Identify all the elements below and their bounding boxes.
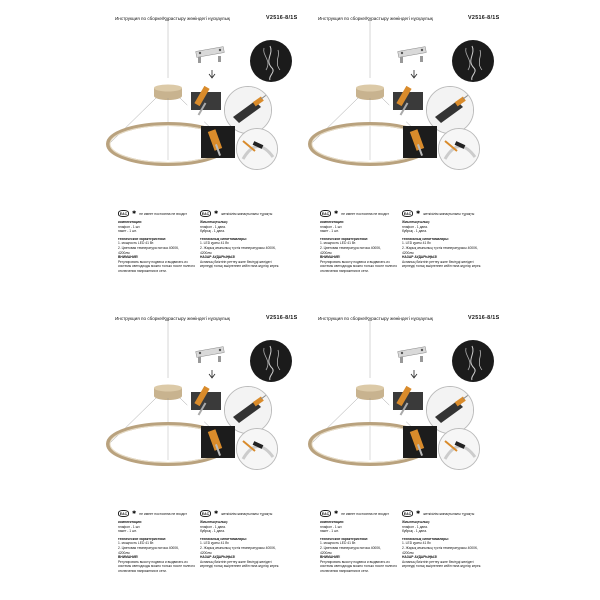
model-number: V2516-8/1S	[468, 315, 500, 321]
kz-warning: Аспаның биіктігін реттеу және бекітуді желідегі кернеуді толық өшіргеннен кейін ғана жүргізу керек.	[200, 259, 280, 269]
ru-spec: 2. Цветовая температура потока 4000К,	[320, 245, 381, 250]
ru-item: пакет - 1 шт.	[118, 229, 137, 234]
ru-warning: Регулировать высоту подвеса и выдвигать из системы светодиоды можно только после полного отключения напряжения в сети.	[320, 259, 398, 273]
panel-title: Инструкция по сборке/Құрастыру жөніндегі нұсқаулық	[115, 316, 230, 321]
ru-item: плафон - 1 шт.	[118, 524, 141, 529]
eac-logo: EAC	[201, 212, 210, 216]
kz-spec-heading: техникалық сипаттамалары:	[402, 536, 450, 541]
certification-row-ru	[118, 210, 187, 217]
kz-spec: 2. Жарық ағынының түстік температурасы 4000К,	[402, 545, 478, 550]
model-number: V2516-8/1S	[266, 315, 298, 321]
instruction-panel	[300, 0, 600, 300]
ru-warning-heading: ВНИМАНИЕ!	[320, 255, 341, 260]
kz-heading: Жиынтықтылық:	[402, 520, 430, 524]
kz-item: плафон - 1 дана.	[200, 224, 226, 229]
tools-photo	[201, 126, 235, 158]
certification-row-kz	[200, 510, 272, 517]
kz-spec: 4200лм	[402, 250, 414, 255]
ru-spec: 1. мощность LED 41 Вт.	[320, 241, 356, 246]
instruction-panel	[0, 0, 300, 300]
ru-heading: комплектация:	[118, 520, 143, 524]
kz-heading: Жиынтықтылық:	[200, 520, 228, 524]
ring-closeup-photo	[438, 128, 480, 170]
ru-spec-column	[118, 520, 200, 574]
panel-title: Инструкция по сборке/Құрастыру жөніндегі нұсқаулық	[318, 316, 433, 321]
ru-item: пакет - 1 шт.	[320, 229, 339, 234]
kz-warning: Аспаның биіктігін реттеу және бекітуді желідегі кернеуді толық өшіргеннен кейін ғана жүргізу керек.	[200, 559, 280, 569]
wiring-photo	[250, 340, 292, 382]
cert-text-kz: жеткізілім жинақтылығы тұрақты	[423, 511, 475, 516]
ru-item: пакет - 1 шт.	[118, 529, 137, 534]
ru-item: пакет - 1 шт.	[320, 529, 339, 534]
kz-spec-column	[402, 520, 484, 569]
kz-spec: 1. LED қуаты 41 Вт.	[200, 241, 230, 246]
screwdriver-photo	[187, 382, 227, 422]
ru-spec-heading: технические характеристики:	[118, 536, 167, 541]
arrow-icon	[207, 70, 217, 80]
ru-spec-column	[320, 520, 402, 574]
kz-warning-heading: НАЗАР АУДАРЫҢЫЗ!	[200, 555, 236, 560]
ru-warning: Регулировать высоту подвеса и выдвигать из системы светодиоды можно только после полного отключения напряжения в сети.	[118, 259, 196, 273]
kz-item: плафон - 1 дана.	[402, 524, 428, 529]
kz-heading: Жиынтықтылық:	[402, 220, 430, 224]
mounting-bracket-image	[194, 42, 226, 64]
kz-spec: 2. Жарық ағынының түстік температурасы 4000К,	[402, 245, 478, 250]
ru-spec-heading: технические характеристики:	[118, 236, 167, 241]
cert-text-ru: не имеет постоянна не входит	[139, 211, 187, 216]
kz-item: буйрық - 1 дана.	[402, 229, 427, 234]
kz-item: плафон - 1 дана.	[200, 524, 226, 529]
certification-row-kz	[200, 210, 272, 217]
kz-spec: 4200лм	[402, 550, 414, 555]
ru-spec: 1. мощность LED 41 Вт.	[320, 541, 356, 546]
kz-spec: 4200лм	[200, 250, 212, 255]
wiring-photo	[250, 40, 292, 82]
kz-spec-column	[402, 220, 484, 269]
star-icon: ✱	[214, 510, 219, 516]
model-number: V2516-8/1S	[468, 15, 500, 21]
ru-spec-column	[118, 220, 200, 274]
eac-logo: EAC	[403, 512, 412, 516]
ru-warning-heading: ВНИМАНИЕ!	[320, 555, 341, 560]
mounting-bracket-image	[396, 342, 428, 364]
cert-text-ru: не имеет постоянна не входит	[139, 511, 187, 516]
kz-item: буйрық - 1 дана.	[200, 229, 225, 234]
eac-logo: EAC	[201, 512, 210, 516]
ru-spec: 1. мощность LED 41 Вт.	[118, 541, 154, 546]
kz-spec: 1. LED қуаты 41 Вт.	[200, 541, 230, 546]
ru-warning: Регулировать высоту подвеса и выдвигать из системы светодиоды можно только после полного отключения напряжения в сети.	[320, 559, 398, 573]
cert-text-kz: жеткізілім жинақтылығы тұрақты	[221, 511, 273, 516]
kz-spec-heading: техникалық сипаттамалары:	[200, 536, 248, 541]
eac-logo: EAC	[321, 212, 330, 216]
cert-text-ru: не имеет постоянна не входит	[341, 211, 389, 216]
eac-logo: EAC	[119, 512, 128, 516]
kz-item: буйрық - 1 дана.	[200, 529, 225, 534]
kz-warning: Аспаның биіктігін реттеу және бекітуді желідегі кернеуді толық өшіргеннен кейін ғана жүргізу керек.	[402, 559, 482, 569]
arrow-icon	[207, 370, 217, 380]
kz-warning-heading: НАЗАР АУДАРЫҢЫЗ!	[402, 255, 438, 260]
certification-row-ru	[118, 510, 187, 517]
ru-spec: 4200лм	[320, 250, 332, 255]
star-icon: ✱	[416, 210, 421, 216]
instruction-panel	[0, 300, 300, 600]
ring-closeup-photo	[438, 428, 480, 470]
wiring-photo	[452, 340, 494, 382]
panel-title: Инструкция по сборке/Құрастыру жөніндегі нұсқаулық	[115, 16, 230, 21]
screwdriver-photo	[187, 82, 227, 122]
certification-row-kz	[402, 510, 474, 517]
kz-spec-column	[200, 220, 282, 269]
ru-item: плафон - 1 шт.	[118, 224, 141, 229]
ru-spec: 4200лм	[320, 550, 332, 555]
eac-logo: EAC	[119, 212, 128, 216]
arrow-icon	[409, 370, 419, 380]
ru-spec-column	[320, 220, 402, 274]
tools-photo	[201, 426, 235, 458]
certification-row-ru	[320, 210, 389, 217]
cert-text-kz: жеткізілім жинақтылығы тұрақты	[221, 211, 273, 216]
kz-warning: Аспаның биіктігін реттеу және бекітуді желідегі кернеуді толық өшіргеннен кейін ғана жүргізу керек.	[402, 259, 482, 269]
ru-warning-heading: ВНИМАНИЕ!	[118, 255, 139, 260]
model-number: V2516-8/1S	[266, 15, 298, 21]
kz-spec: 4200лм	[200, 550, 212, 555]
kz-item: буйрық - 1 дана.	[402, 529, 427, 534]
star-icon: ✱	[214, 210, 219, 216]
ru-heading: комплектация:	[320, 520, 345, 524]
star-icon: ✱	[334, 510, 339, 516]
certification-row-kz	[402, 210, 474, 217]
ring-closeup-photo	[236, 128, 278, 170]
kz-spec: 1. LED қуаты 41 Вт.	[402, 541, 432, 546]
instruction-panel	[300, 300, 600, 600]
ru-heading: комплектация:	[320, 220, 345, 224]
ru-spec: 2. Цветовая температура потока 4000К,	[320, 545, 381, 550]
kz-warning-heading: НАЗАР АУДАРЫҢЫЗ!	[200, 255, 236, 260]
screwdriver-photo	[389, 82, 429, 122]
ru-spec: 4200лм	[118, 550, 130, 555]
kz-spec-column	[200, 520, 282, 569]
certification-row-ru	[320, 510, 389, 517]
ru-spec: 2. Цветовая температура потока 4000К,	[118, 545, 179, 550]
ru-spec-heading: технические характеристики:	[320, 236, 369, 241]
mounting-bracket-image	[396, 42, 428, 64]
eac-logo: EAC	[403, 212, 412, 216]
ru-spec: 1. мощность LED 41 Вт.	[118, 241, 154, 246]
cert-text-kz: жеткізілім жинақтылығы тұрақты	[423, 211, 475, 216]
mounting-bracket-image	[194, 342, 226, 364]
ru-item: плафон - 1 шт.	[320, 224, 343, 229]
kz-spec: 1. LED қуаты 41 Вт.	[402, 241, 432, 246]
eac-logo: EAC	[321, 512, 330, 516]
kz-spec: 2. Жарық ағынының түстік температурасы 4000К,	[200, 545, 276, 550]
kz-spec-heading: техникалық сипаттамалары:	[402, 236, 450, 241]
star-icon: ✱	[334, 210, 339, 216]
kz-warning-heading: НАЗАР АУДАРЫҢЫЗ!	[402, 555, 438, 560]
ru-spec-heading: технические характеристики:	[320, 536, 369, 541]
star-icon: ✱	[132, 210, 137, 216]
ru-spec: 2. Цветовая температура потока 4000К,	[118, 245, 179, 250]
ring-closeup-photo	[236, 428, 278, 470]
kz-item: плафон - 1 дана.	[402, 224, 428, 229]
ru-spec: 4200лм	[118, 250, 130, 255]
ru-item: плафон - 1 шт.	[320, 524, 343, 529]
wiring-photo	[452, 40, 494, 82]
ru-warning-heading: ВНИМАНИЕ!	[118, 555, 139, 560]
ru-warning: Регулировать высоту подвеса и выдвигать из системы светодиоды можно только после полного отключения напряжения в сети.	[118, 559, 196, 573]
tools-photo	[403, 426, 437, 458]
tools-photo	[403, 126, 437, 158]
cert-text-ru: не имеет постоянна не входит	[341, 511, 389, 516]
kz-spec: 2. Жарық ағынының түстік температурасы 4000К,	[200, 245, 276, 250]
kz-heading: Жиынтықтылық:	[200, 220, 228, 224]
screwdriver-photo	[389, 382, 429, 422]
star-icon: ✱	[132, 510, 137, 516]
arrow-icon	[409, 70, 419, 80]
ru-heading: комплектация:	[118, 220, 143, 224]
panel-title: Инструкция по сборке/Құрастыру жөніндегі нұсқаулық	[318, 16, 433, 21]
star-icon: ✱	[416, 510, 421, 516]
kz-spec-heading: техникалық сипаттамалары:	[200, 236, 248, 241]
